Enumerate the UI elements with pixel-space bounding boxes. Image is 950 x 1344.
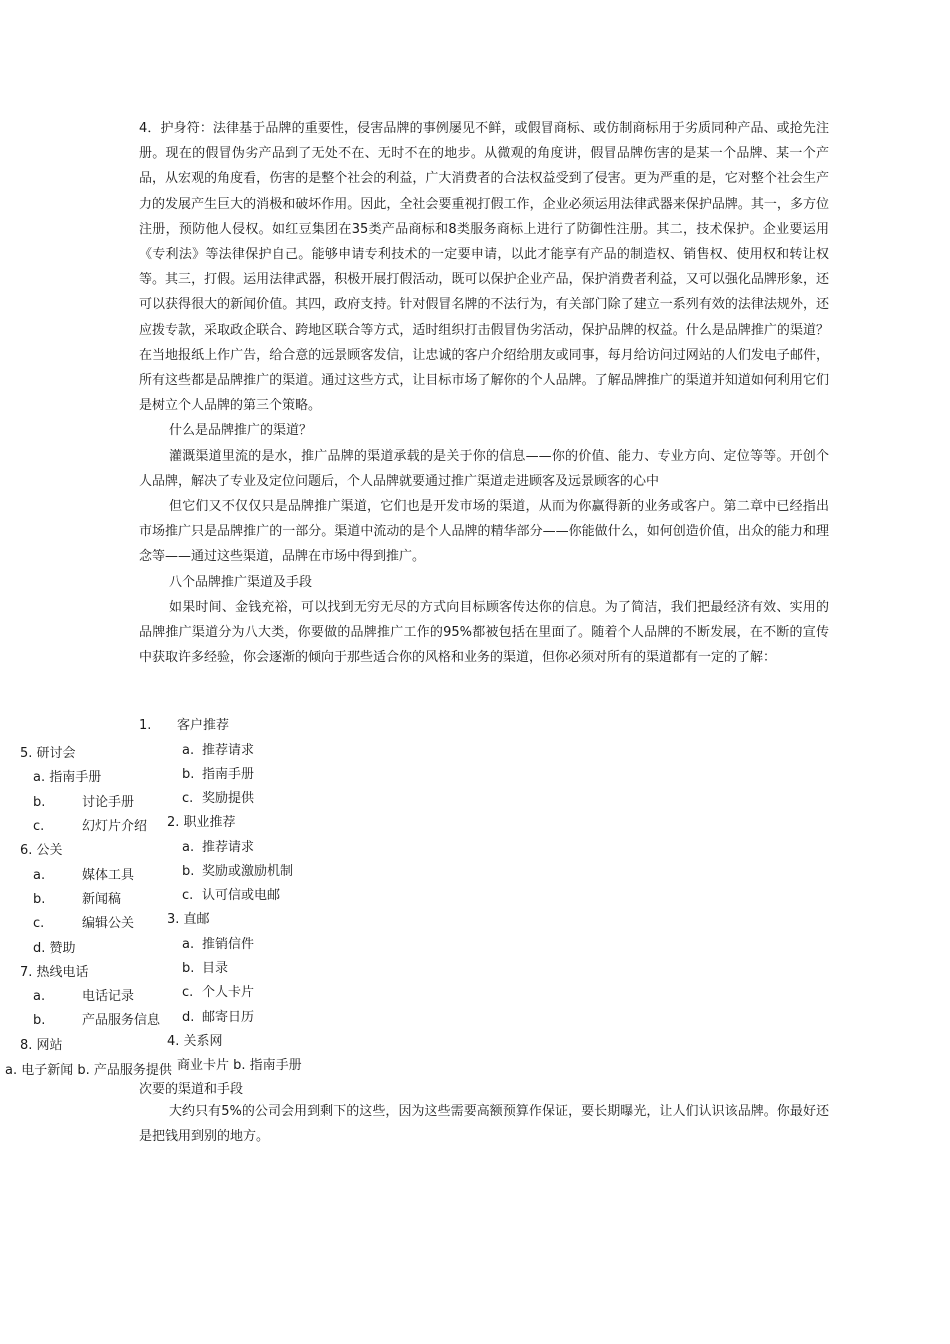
list-item: 个人卡片: [202, 985, 255, 1000]
list-item: 新闻稿: [82, 892, 122, 907]
list-heading: 4. 关系网: [167, 1034, 223, 1049]
list-number: 1.: [139, 718, 152, 733]
list-marker: a.: [182, 937, 195, 952]
list-item: 幻灯片介绍: [82, 819, 148, 834]
paragraph-budget: 大约只有5%的公司会用到剩下的这些，因为这些需要高额预算作保证，要长期曝光，让人们认识该品牌。你最好还是把钱用到别的地方。: [139, 1104, 829, 1145]
list-item: 认可信或电邮: [202, 888, 281, 903]
list-item: 讨论手册: [82, 795, 135, 810]
list-marker: c.: [182, 791, 194, 806]
list-marker: c.: [182, 985, 194, 1000]
list-marker: b.: [33, 892, 46, 907]
heading-secondary-channels: 次要的渠道和手段: [139, 1082, 244, 1097]
list-item: 推销信件: [202, 937, 255, 952]
list-item: d. 赞助: [33, 941, 76, 956]
list-item: 媒体工具: [82, 868, 135, 883]
list-item: 邮寄日历: [202, 1010, 255, 1025]
list-heading: 7. 热线电话: [20, 965, 89, 980]
list-marker: b.: [33, 1013, 46, 1028]
list-marker: a.: [182, 743, 195, 758]
list-heading: 5. 研讨会: [20, 746, 76, 761]
list-heading: 2. 职业推荐: [167, 815, 236, 830]
list-item: a. 电子新闻 b. 产品服务提供: [5, 1063, 172, 1078]
list-marker: b.: [33, 795, 46, 810]
heading-what-is-channel: 什么是品牌推广的渠道？: [169, 423, 313, 439]
list-item: 推荐请求: [202, 743, 255, 758]
list-marker: b.: [182, 767, 195, 782]
list-item: 产品服务信息: [82, 1013, 161, 1028]
list-marker: b.: [182, 864, 195, 879]
paragraph-market-channel: 但它们又不仅仅只是品牌推广渠道，它们也是开发市场的渠道，从而为你赢得新的业务或客户。第二章中已经指出市场推广只是品牌推广的一部分。渠道中流动的是个人品牌的精华部分——你能做什么，如何创造价值，出众的能力和理念等——通过这些渠道，品牌在市场中得到推广。: [139, 499, 829, 565]
main-text-column: [139, 116, 829, 670]
list-item: 推荐请求: [202, 840, 255, 855]
paragraph-time-money: 如果时间、金钱充裕，可以找到无穷无尽的方式向目标顾客传达你的信息。为了简洁，我们把最经济有效、实用的品牌推广渠道分为八大类，你要做的品牌推广工作的95%都被包括在里面了。随着个人品牌的不断发展，在不断的宣传中获取许多经验，你会逐渐的倾向于那些适合你的风格和业务的渠道，但你必须对所有的渠道都有一定的了解：: [139, 599, 829, 666]
list-heading: 3. 直邮: [167, 912, 210, 927]
list-item: 编辑公关: [82, 916, 135, 931]
list-item: 商业卡片 b. 指南手册: [177, 1058, 302, 1073]
list-item-label: 客户推荐: [177, 718, 230, 733]
list-item: 奖励或激励机制: [202, 864, 294, 879]
list-marker: d.: [182, 1010, 195, 1025]
list-heading: 8. 网站: [20, 1038, 63, 1053]
list-item: 奖励提供: [202, 791, 255, 806]
list-marker: b.: [182, 961, 195, 976]
list-marker: a.: [33, 989, 46, 1004]
paragraph-irrigation: 灌溉渠道里流的是水，推广品牌的渠道承载的是关于你的信息——你的价值、能力、专业方向、定位等等。开创个人品牌，解决了专业及定位问题后，个人品牌就要通过推广渠道走进顾客及远景顾客的心中: [139, 448, 829, 489]
list-item: 电话记录: [82, 989, 135, 1004]
list-marker: c.: [33, 916, 45, 931]
list-marker: a.: [33, 868, 46, 883]
list-item: 指南手册: [202, 767, 255, 782]
heading-eight-channels: 八个品牌推广渠道及手段: [169, 574, 313, 590]
list-item: a. 指南手册: [33, 770, 102, 785]
paragraph-protection: 4．护身符：法律基于品牌的重要性，侵害品牌的事例屡见不鲜，或假冒商标、或仿制商标用于劣质同种产品、或抢先注册。现在的假冒伪劣产品到了无处不在、无时不在的地步。从微观的角度讲，假冒品牌伤害的是某一个品牌、某一个产品，从宏观的角度看，伤害的是整个社会的利益，广大消费者的合法权益受到了侵害。更为严重的是，它对整个社会生产力的发展产生巨大的消极和破坏作用。因此，全社会要重视打假工作，企业必须运用法律武器来保护品牌。其一，多方位注册，预防他人侵权。如红豆集团在35类产品商标和8类服务商标上进行了防御性注册。其二，技术保护。企业要运用《专利法》等法律保护自己。能够申请专利技术的一定要申请，以此才能享有产品的制造权、销售权、使用权和转让权等。其三，打假。运用法律武器，积极开展打假活动，既可以保护企业产品，保护消费者利益，又可以强化品牌形象，还可以获得很大的新闻价值。其四，政府支持。针对假冒名牌的不法行为，有关部门除了建立一系列有效的法律法规外，还应拨专款，采取政企联合、跨地区联合等方式，适时组织打击假冒伪劣活动，保护品牌的权益。什么是品牌推广的渠道？在当地报纸上作广告，给合意的远景顾客发信，让忠诚的客户介绍给朋友或同事，每月给访问过网站的人们发电子邮件，所有这些都是品牌推广的渠道。通过这些方式，让目标市场了解你的个人品牌。了解品牌推广的渠道并知道如何利用它们是树立个人品牌的第三个策略。: [139, 121, 829, 414]
list-marker: c.: [33, 819, 45, 834]
list-heading: 6. 公关: [20, 843, 63, 858]
list-item: 目录: [202, 961, 229, 976]
list-marker: c.: [182, 888, 194, 903]
list-marker: a.: [182, 840, 195, 855]
